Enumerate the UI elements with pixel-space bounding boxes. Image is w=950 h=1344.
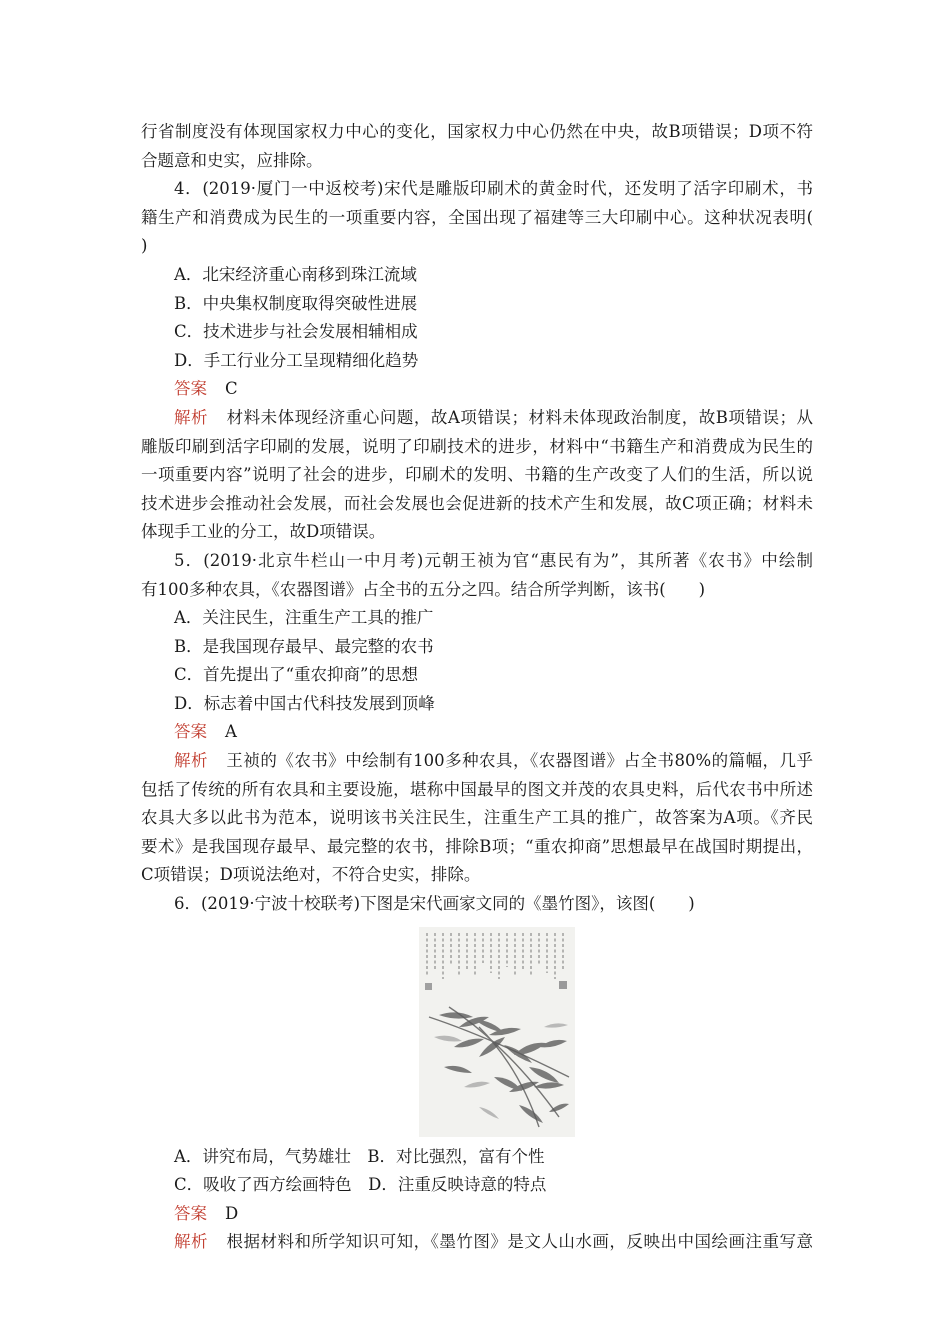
question-4-analysis: 体现手工业的分工，故D项错误。 [141,522,386,542]
answer-value: D [225,1203,239,1223]
question-5-stem: 有100多种农具，《农器图谱》占全书的五分之四。结合所学判断，该书( ) [141,579,706,599]
analysis-label: 解析 [174,407,209,427]
question-4-stem: 4．(2019·厦门一中返校考)宋代是雕版印刷术的黄金时代，还发明了活字印刷术，书 [174,179,813,199]
text-line: 合题意和史实，应排除。 [141,150,323,170]
analysis-text: 材料未体现经济重心问题，故A项错误；材料未体现政治制度，故B项错误；从 [226,407,814,427]
page-content [141,118,813,1257]
analysis-text: 根据材料和所学知识可知，《墨竹图》是文人山水画，反映出中国绘画注重写意 [226,1232,814,1252]
question-5-option-d: D．标志着中国古代科技发展到顶峰 [174,693,435,713]
question-5-analysis [141,747,813,776]
question-6-stem: 6．(2019·宁波十校联考)下图是宋代画家文同的《墨竹图》，该图( ) [174,894,695,914]
question-5-option-c: C．首先提出了“重农抑商”的思想 [174,665,418,685]
question-4-option-b: B．中央集权制度取得突破性进展 [174,293,418,313]
ink-bamboo-painting-image [419,927,575,1137]
question-5-option-a: A．关注民生，注重生产工具的推广 [174,608,434,628]
question-4-answer [141,375,813,404]
question-5-analysis: 包括了传统的所有农具和主要设施，堪称中国最早的图文并茂的农具史料，后代农书中所述 [141,779,813,799]
question-4-analysis: 一项重要内容”说明了社会的进步，印刷术的发明、书籍的生产改变了人们的生活，所以说 [141,465,813,485]
question-5-analysis: C项错误；D项说法绝对，不符合史实，排除。 [141,865,481,885]
question-4-option-a: A．北宋经济重心南移到珠江流域 [174,264,417,284]
question-5-option-b: B．是我国现存最早、最完整的农书 [174,636,434,656]
text-line: 行省制度没有体现国家权力中心的变化，国家权力中心仍然在中央，故B项错误；D项不符 [141,122,813,141]
question-6-options-row: A．讲究布局，气势雄壮 B．对比强烈，富有个性 [174,1146,545,1166]
question-5-stem: 5．(2019·北京牛栏山一中月考)元朝王祯为官“惠民有为”，其所著《农书》中绘制 [174,550,813,570]
analysis-label: 解析 [174,751,208,771]
answer-label: 答案 [174,1203,207,1223]
answer-label: 答案 [174,722,207,742]
question-5-analysis: 农具大多以此书为范本，说明该书关注民生，注重生产工具的推广，故答案为A项。《齐民 [141,808,813,828]
question-4-stem: 籍生产和消费成为民生的一项重要内容，全国出现了福建等三大印刷中心。这种状况表明( [141,207,813,227]
question-4-analysis: 技术进步会推动社会发展，而社会发展也会促进新的技术产生和发展，故C项正确；材料未 [141,493,813,513]
analysis-text: 王祯的《农书》中绘制有100多种农具，《农器图谱》占全书80%的篇幅，几乎 [225,751,814,771]
question-6-answer [141,1200,813,1229]
question-4-option-c: C．技术进步与社会发展相辅相成 [174,322,418,342]
question-5-answer [141,718,813,747]
figure-container [141,919,813,1143]
question-4-stem: ) [141,236,148,256]
answer-value: C [225,379,238,399]
question-5-analysis: 要术》是我国现存最早、最完整的农书，排除B项；“重农抑商”思想最早在战国时期提出， [141,836,813,856]
answer-label: 答案 [174,379,207,399]
question-4-option-d: D．手工行业分工呈现精细化趋势 [174,350,419,370]
answer-value: A [225,722,237,742]
question-6-analysis [141,1228,813,1257]
question-6-options-row: C．吸收了西方绘画特色 D．注重反映诗意的特点 [174,1175,547,1195]
analysis-label: 解析 [174,1232,209,1252]
question-4-analysis: 雕版印刷到活字印刷的发展，说明了印刷技术的进步，材料中“书籍生产和消费成为民生的 [141,436,813,456]
question-4-analysis [141,404,813,433]
